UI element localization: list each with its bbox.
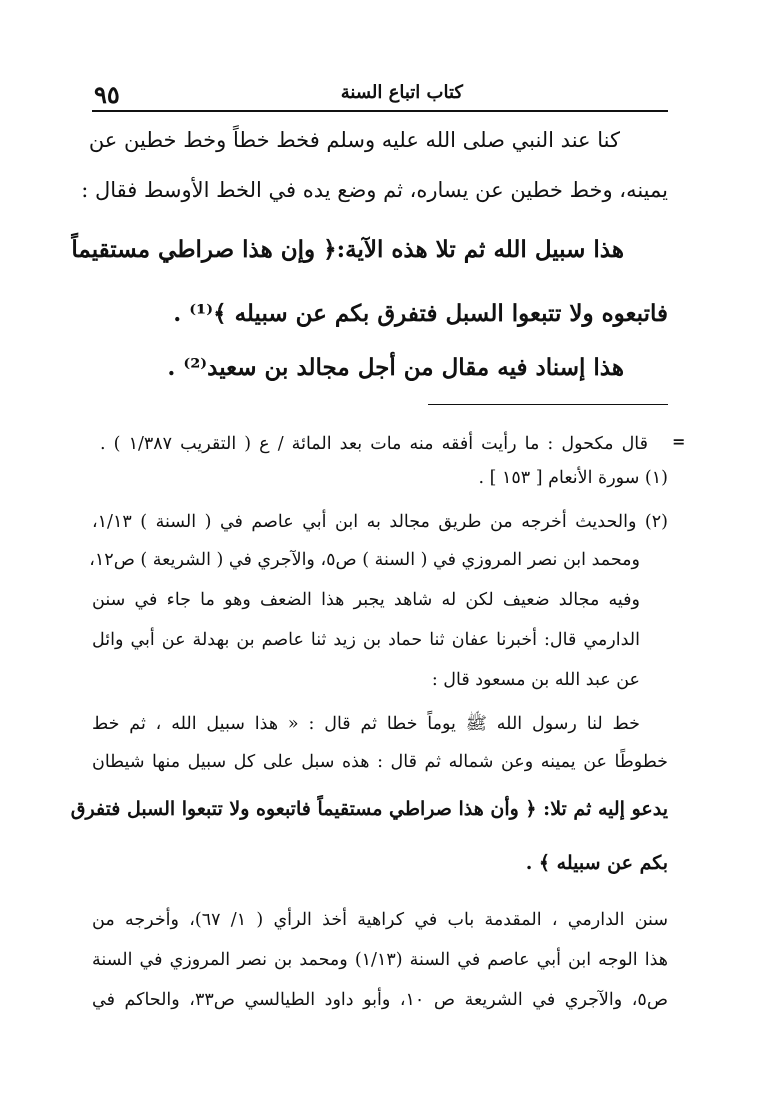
footnote-line: (١) سورة الأنعام [ ١٥٣ ] . xyxy=(478,468,668,488)
page-number: ٩٥ xyxy=(94,80,120,109)
hadith-line: خط لنا رسول الله ﷺ يوماً خطا ثم قال : « هذا سبيل الله ، ثم خط xyxy=(92,714,640,734)
hadith-line: خطوطًا عن يمينه وعن شماله ثم قال : هذه سبل على كل سبيل منها شيطان xyxy=(92,752,668,772)
body-line: يمينه، وخط خطين عن يساره، ثم وضع يده في الخط الأوسط فقال : xyxy=(81,178,668,202)
footnote-line: وفيه مجالد ضعيف لكن له شاهد يجبر هذا الضعف وهو ما جاء في سنن xyxy=(92,590,640,610)
source-line: هذا الوجه ابن أبي عاصم في السنة (١/١٣) ومحمد بن نصر المروزي في السنة xyxy=(92,950,668,970)
verse-line: هذا سبيل الله ثم تلا هذه الآية:﴿ وإن هذا صراطي مستقيماً xyxy=(71,236,624,263)
footnote-line: قال مكحول : ما رأيت أفقه منه مات بعد المائة / ع ( التقريب ١/٣٨٧ ) . xyxy=(100,434,648,454)
footnote-line: عن عبد الله بن مسعود قال : xyxy=(431,670,640,690)
hadith-line: بكم عن سبيله ﴾ . xyxy=(525,852,668,874)
verse-line: فاتبعوه ولا تتبعوا السبل فتفرق بكم عن سبيله ﴾⁽¹⁾ . xyxy=(173,300,668,327)
hadith-line: يدعو إليه ثم تلا: ﴿ وأن هذا صراطي مستقيماً فاتبعوه ولا تتبعوا السبل فتفرق xyxy=(70,798,668,820)
body-line: كنا عند النبي صلى الله عليه وسلم فخط خطاً وخط خطين عن xyxy=(88,128,620,152)
footnote-line: (٢) والحديث أخرجه من طريق مجالد به ابن أبي عاصم في ( السنة ) ١/١٣، xyxy=(92,512,668,532)
source-line: سنن الدارمي ، المقدمة باب في كراهية أخذ الرأي ( ١/ ٦٧)، وأخرجه من xyxy=(92,910,668,930)
page-header xyxy=(92,80,668,112)
source-line: ص٥، والآجري في الشريعة ص ١٠، وأبو داود الطيالسي ص٣٣، والحاكم في xyxy=(92,990,668,1010)
footnote-continuation-mark: = xyxy=(672,432,686,451)
footnote-line: الدارمي قال: أخبرنا عفان ثنا حماد بن زيد ثنا عاصم بن بهدلة عن أبي وائل xyxy=(92,630,640,650)
footnote-line: ومحمد ابن نصر المروزي في ( السنة ) ص٥، والآجري في ( الشريعة ) ص١٢، xyxy=(89,550,640,570)
footnote-separator xyxy=(428,404,668,405)
book-title: كتاب اتباع السنة xyxy=(340,82,463,103)
isnad-note: هذا إسناد فيه مقال من أجل مجالد بن سعيد⁽²⁾ . xyxy=(167,354,624,381)
